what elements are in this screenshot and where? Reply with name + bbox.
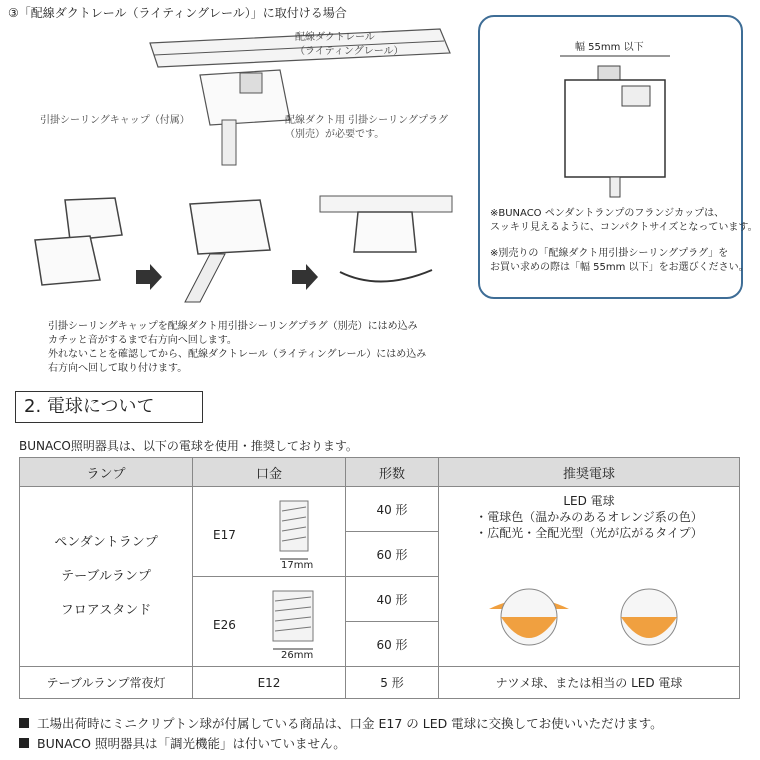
step-title: ③「配線ダクトレール（ライティングレール）」に取付ける場合	[8, 6, 347, 20]
header-lamp: ランプ	[20, 458, 193, 487]
bulb-table	[19, 457, 740, 699]
intro-text: BUNACO照明器具は、以下の電球を使用・推奨しております。	[19, 439, 358, 453]
base-e26: E26	[213, 618, 236, 632]
base-e17-cell	[193, 487, 346, 577]
e26-dimension: 26mm	[281, 650, 314, 661]
night-lamp: テーブルランプ常夜灯	[20, 667, 193, 699]
e17-size-60: 60 形	[346, 532, 439, 577]
base-e26-cell	[193, 577, 346, 667]
flange-diagram	[540, 52, 690, 197]
step-diagram-1	[30, 190, 130, 300]
e17-size-40: 40 形	[346, 487, 439, 532]
night-bulb: ナツメ球、または相当の LED 電球	[439, 667, 740, 699]
recommend-line2: ・広配光・全配光型（光が広がるタイプ）	[475, 526, 703, 540]
footnote-1: 工場出荷時にミニクリプトン球が付属している商品は、口金 E17 の LED 電球に交換してお使いいただけます。	[19, 716, 663, 732]
step-diagram-3	[320, 192, 455, 302]
note-2: ※別売りの「配線ダクト用引掛シーリングプラグ」を お買い求めの際は「幅 55mm 以下」をお選びください。	[490, 248, 749, 273]
lamp-types: ペンダントランプ テーブルランプ フロアスタンド	[20, 487, 193, 667]
night-size: 5 形	[346, 667, 439, 699]
led-bulb-icon	[589, 549, 709, 659]
led-bulb-icon	[469, 549, 589, 659]
footnote-2: BUNACO 照明器具は「調光機能」は付いていません。	[19, 736, 346, 752]
plug-label: 配線ダクト用 引掛シーリングプラグ （別売）が必要です。	[285, 115, 448, 140]
section-title: 2. 電球について	[15, 391, 203, 423]
cap-label: 引掛シーリングキャップ（付属）	[40, 115, 190, 126]
note-1: ※BUNACO ペンダントランプのフランジカップは、 スッキリ見えるように、コンパクトサイズとなっています。	[490, 208, 758, 233]
width-label: 幅 55mm 以下	[575, 42, 644, 53]
recommend-title: LED 電球	[563, 494, 615, 508]
install-instructions: 引掛シーリングキャップを配線ダクト用引掛シーリングプラグ（別売）にはめ込み カチッと音がするまで右方向へ回します。 外れないことを確認してから、配線ダクトレール（ライティングレール）にはめ込み 右方向へ回して取り付けます。	[48, 321, 427, 374]
e17-dimension: 17mm	[281, 560, 314, 571]
base-e17: E17	[213, 528, 236, 542]
header-recommend: 推奨電球	[439, 458, 740, 487]
header-base: 口金	[193, 458, 346, 487]
recommend-line1: ・電球色（温かみのあるオレンジ系の色）	[475, 510, 703, 524]
night-base: E12	[193, 667, 346, 699]
arrow-icon	[290, 262, 320, 292]
rail-label: 配線ダクトレール （ライティングレール）	[295, 32, 404, 57]
e26-size-40: 40 形	[346, 577, 439, 622]
bullet-square-icon	[19, 738, 29, 748]
bullet-square-icon	[19, 718, 29, 728]
e26-size-60: 60 形	[346, 622, 439, 667]
recommend-cell	[439, 487, 740, 667]
step-diagram-2	[170, 192, 290, 302]
header-size: 形数	[346, 458, 439, 487]
arrow-icon	[134, 262, 164, 292]
